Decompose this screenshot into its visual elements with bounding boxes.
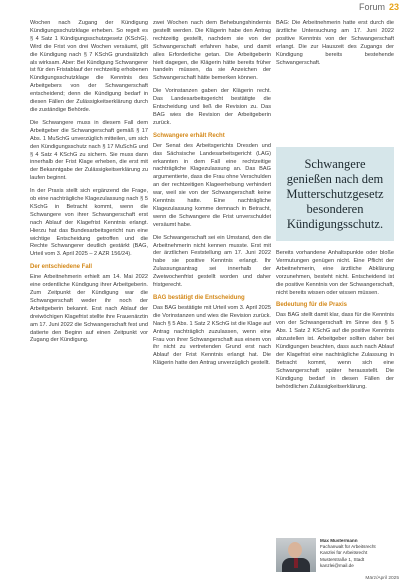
subheading: BAG bestätigt die Entscheidung <box>153 295 245 301</box>
section-label: Forum <box>358 2 385 12</box>
column-2 <box>153 20 271 373</box>
paragraph: Wochen nach Zugang der Kündigung Kündigungsschutzklage erheben. So regelt es § 4 Satz 1 Kündigungsschutzgesetz (KSchG). Wird die Frist von drei Wochen versäumt, gilt die Kündigung nach § 7 KSchG grundsätzlich als wirksam. Aber: Bei Kündigung Schwangerer ist für den Fristablauf der rechtzeitig erhobenen Kündigungsschutzklage die Kenntnis des Arbeitgebers von der Schwangerschaft entscheidend; denn die Kündigung bedarf in diesen Fällen der Zulässigkeitserklärung durch die zuständige Behörde. <box>30 20 148 113</box>
author-email: kanzlei@mail.de <box>320 562 354 568</box>
pull-quote-text: Schwangere genießen nach dem Mutterschutzgesetz besonderen Kündigungsschutz. <box>286 156 384 231</box>
paragraph: Die Vorinstanzen gaben der Klägerin recht. Das Landesarbeitsgericht bestätigte die Entscheidung und ließ die Revision zu. Das BAG wies die Revision der Arbeitgeberin zurück. <box>153 88 271 126</box>
author-photo <box>276 538 316 572</box>
paragraph: Das BAG stellt damit klar, dass für die Kenntnis von der Schwangerschaft im Sinne des § 5 Abs. 1 Satz 2 KSchG auf die positive Kenntnis abzustellen ist. Arbeitgeber sollten daher bei Kündigungen beachten, dass auch nach Ablauf der Klagefrist eine nachträgliche Zulassung in Betracht kommt, wenn sich eine Schwangerschaft später herausstellt. Die Kündigung bedarf in diesen Fällen der behördlichen Zulässigkeitserklärung. <box>276 312 394 390</box>
paragraph: Das BAG bestätigte mit Urteil vom 3. April 2025 die Vorinstanzen und wies die Revision zurück. Nach § 5 Abs. 1 Satz 2 KSchG ist die Klage auf Antrag nachträglich zuzulassen, wenn eine Frau von ihrer Schwangerschaft aus einem von ihr nicht zu vertretenden Grund erst nach Ablauf der Frist Kenntnis erlangt hat. Die Klägerin hatte den Antrag unverzüglich gestellt. <box>153 304 271 367</box>
column-3-lower <box>276 250 394 396</box>
subheading: Schwangere erhält Recht <box>153 132 225 139</box>
author-line: Kanzlei für Arbeitsrecht <box>320 550 368 556</box>
author-line: Fachanwalt für Arbeitsrecht <box>320 544 376 550</box>
page-footer: März/April 2025 <box>365 576 399 581</box>
pull-quote <box>276 147 394 241</box>
paragraph: In der Praxis stellt sich ergänzend die Frage, ob eine nachträgliche Klagezulassung nach § 5 KSchG in Betracht kommt, wenn die Schwangere von ihrer Schwangerschaft erst nach Ablauf der Klagefrist Kenntnis erlangt. Hierzu hat das Bundesarbeitsgericht nun eine wichtige Entscheidung getroffen und die Rechte Schwangerer deutlich gestärkt (BAG, Urteil vom 3. April 2025 – 2 AZR 156/24). <box>30 188 148 258</box>
column-1 <box>30 20 148 350</box>
author-name: Max Mustermann <box>320 538 358 543</box>
author-line: Musterstraße 1, Stadt <box>320 556 365 562</box>
page-header <box>359 2 399 12</box>
subheading: Bedeutung für die Praxis <box>276 302 348 309</box>
paragraph: BAG: Die Arbeitnehmerin hatte erst durch die ärztliche Untersuchung am 17. Juni 2022 positive Kenntnis von der Schwangerschaft erlangt. Die zur Hauszeit des Zugangs der Kündigung bereits bestehende Schwangerschaft. <box>276 20 394 66</box>
author-info <box>320 538 376 574</box>
page-number: 23 <box>388 2 399 12</box>
column-3 <box>276 20 394 72</box>
paragraph: Der Senat des Arbeitsgerichts Dresden und das Sächsische Landesarbeitsgericht (LAG) erkannten in dem Fall eine rechtzeitige nachträgliche Klagezulassung an. Das BAG argumentierte, dass die Frau ohne Verschulden an der rechtzeitigen Klageerhebung verhindert war, weil sie von der Schwangerschaft keine Kenntnis hatte. Eine nachträgliche Klagezulassung komme demnach in Betracht, wenn die Schwangere die Frist unverschuldet versäumt habe. <box>153 142 271 228</box>
paragraph: Bereits vorhandene Anhaltspunkte oder bloße Vermutungen genügen nicht. Eine Pflicht der Arbeitnehmerin, eine ärztliche Abklärung vorzunehmen, besteht nicht. Entscheidend ist die positive Kenntnis von der Schwangerschaft, nicht bereits wissen oder wissen müssen. <box>276 250 394 296</box>
paragraph: Die Schwangere muss in diesem Fall dem Arbeitgeber die Schwangerschaft gemäß § 17 Abs. 1 MuSchG unverzüglich mitteilen, um sich den Kündigungsschutz nach § 17 MuSchG und § 4 Satz 4 KSchG zu sichern. Sie muss dann innerhalb der Frist Klage erheben, die erst mit der Bekanntgabe der Zulässigkeitserklärung zu laufen beginnt. <box>30 119 148 182</box>
paragraph: zwei Wochen nach dem Behebungshindernis gestellt werden. Die Klägerin habe den Antrag rechtzeitig gestellt, nachdem sie von der Schwangerschaft erfahren habe, und damit alles Erforderliche getan. Die Arbeitgeberin hielt dagegen, die Klägerin hätte bereits früher handeln müssen, da sie Anzeichen der Schwangerschaft hätte bemerken können. <box>153 20 271 82</box>
paragraph: Eine Arbeitnehmerin erhielt am 14. Mai 2022 eine ordentliche Kündigung ihrer Arbeitgeberin. Zum Zeitpunkt der Kündigung war die Schwangerschaft weder ihr noch der Arbeitgeberin bekannt. Erst nach Ablauf der dreiwöchigen Klagefrist stellte ihre Frauenärztin am 17. Juni 2022 die Schwangerschaft fest und datierte den Beginn auf einen Zeitpunkt vor Zugang der Kündigung. <box>30 274 148 344</box>
author-box <box>276 538 394 574</box>
subheading: Der entschiedene Fall <box>30 264 93 271</box>
paragraph: Die Schwangerschaft sei ein Umstand, den die Arbeitnehmerin nicht kennen musste. Erst mit der ärztlichen Feststellung am 17. Juni 2022 habe sie positive Kenntnis erlangt. Ihr Zulassungsantrag sei innerhalb der Zweiwochenfrist gestellt worden und daher fristgerecht. <box>153 234 271 289</box>
